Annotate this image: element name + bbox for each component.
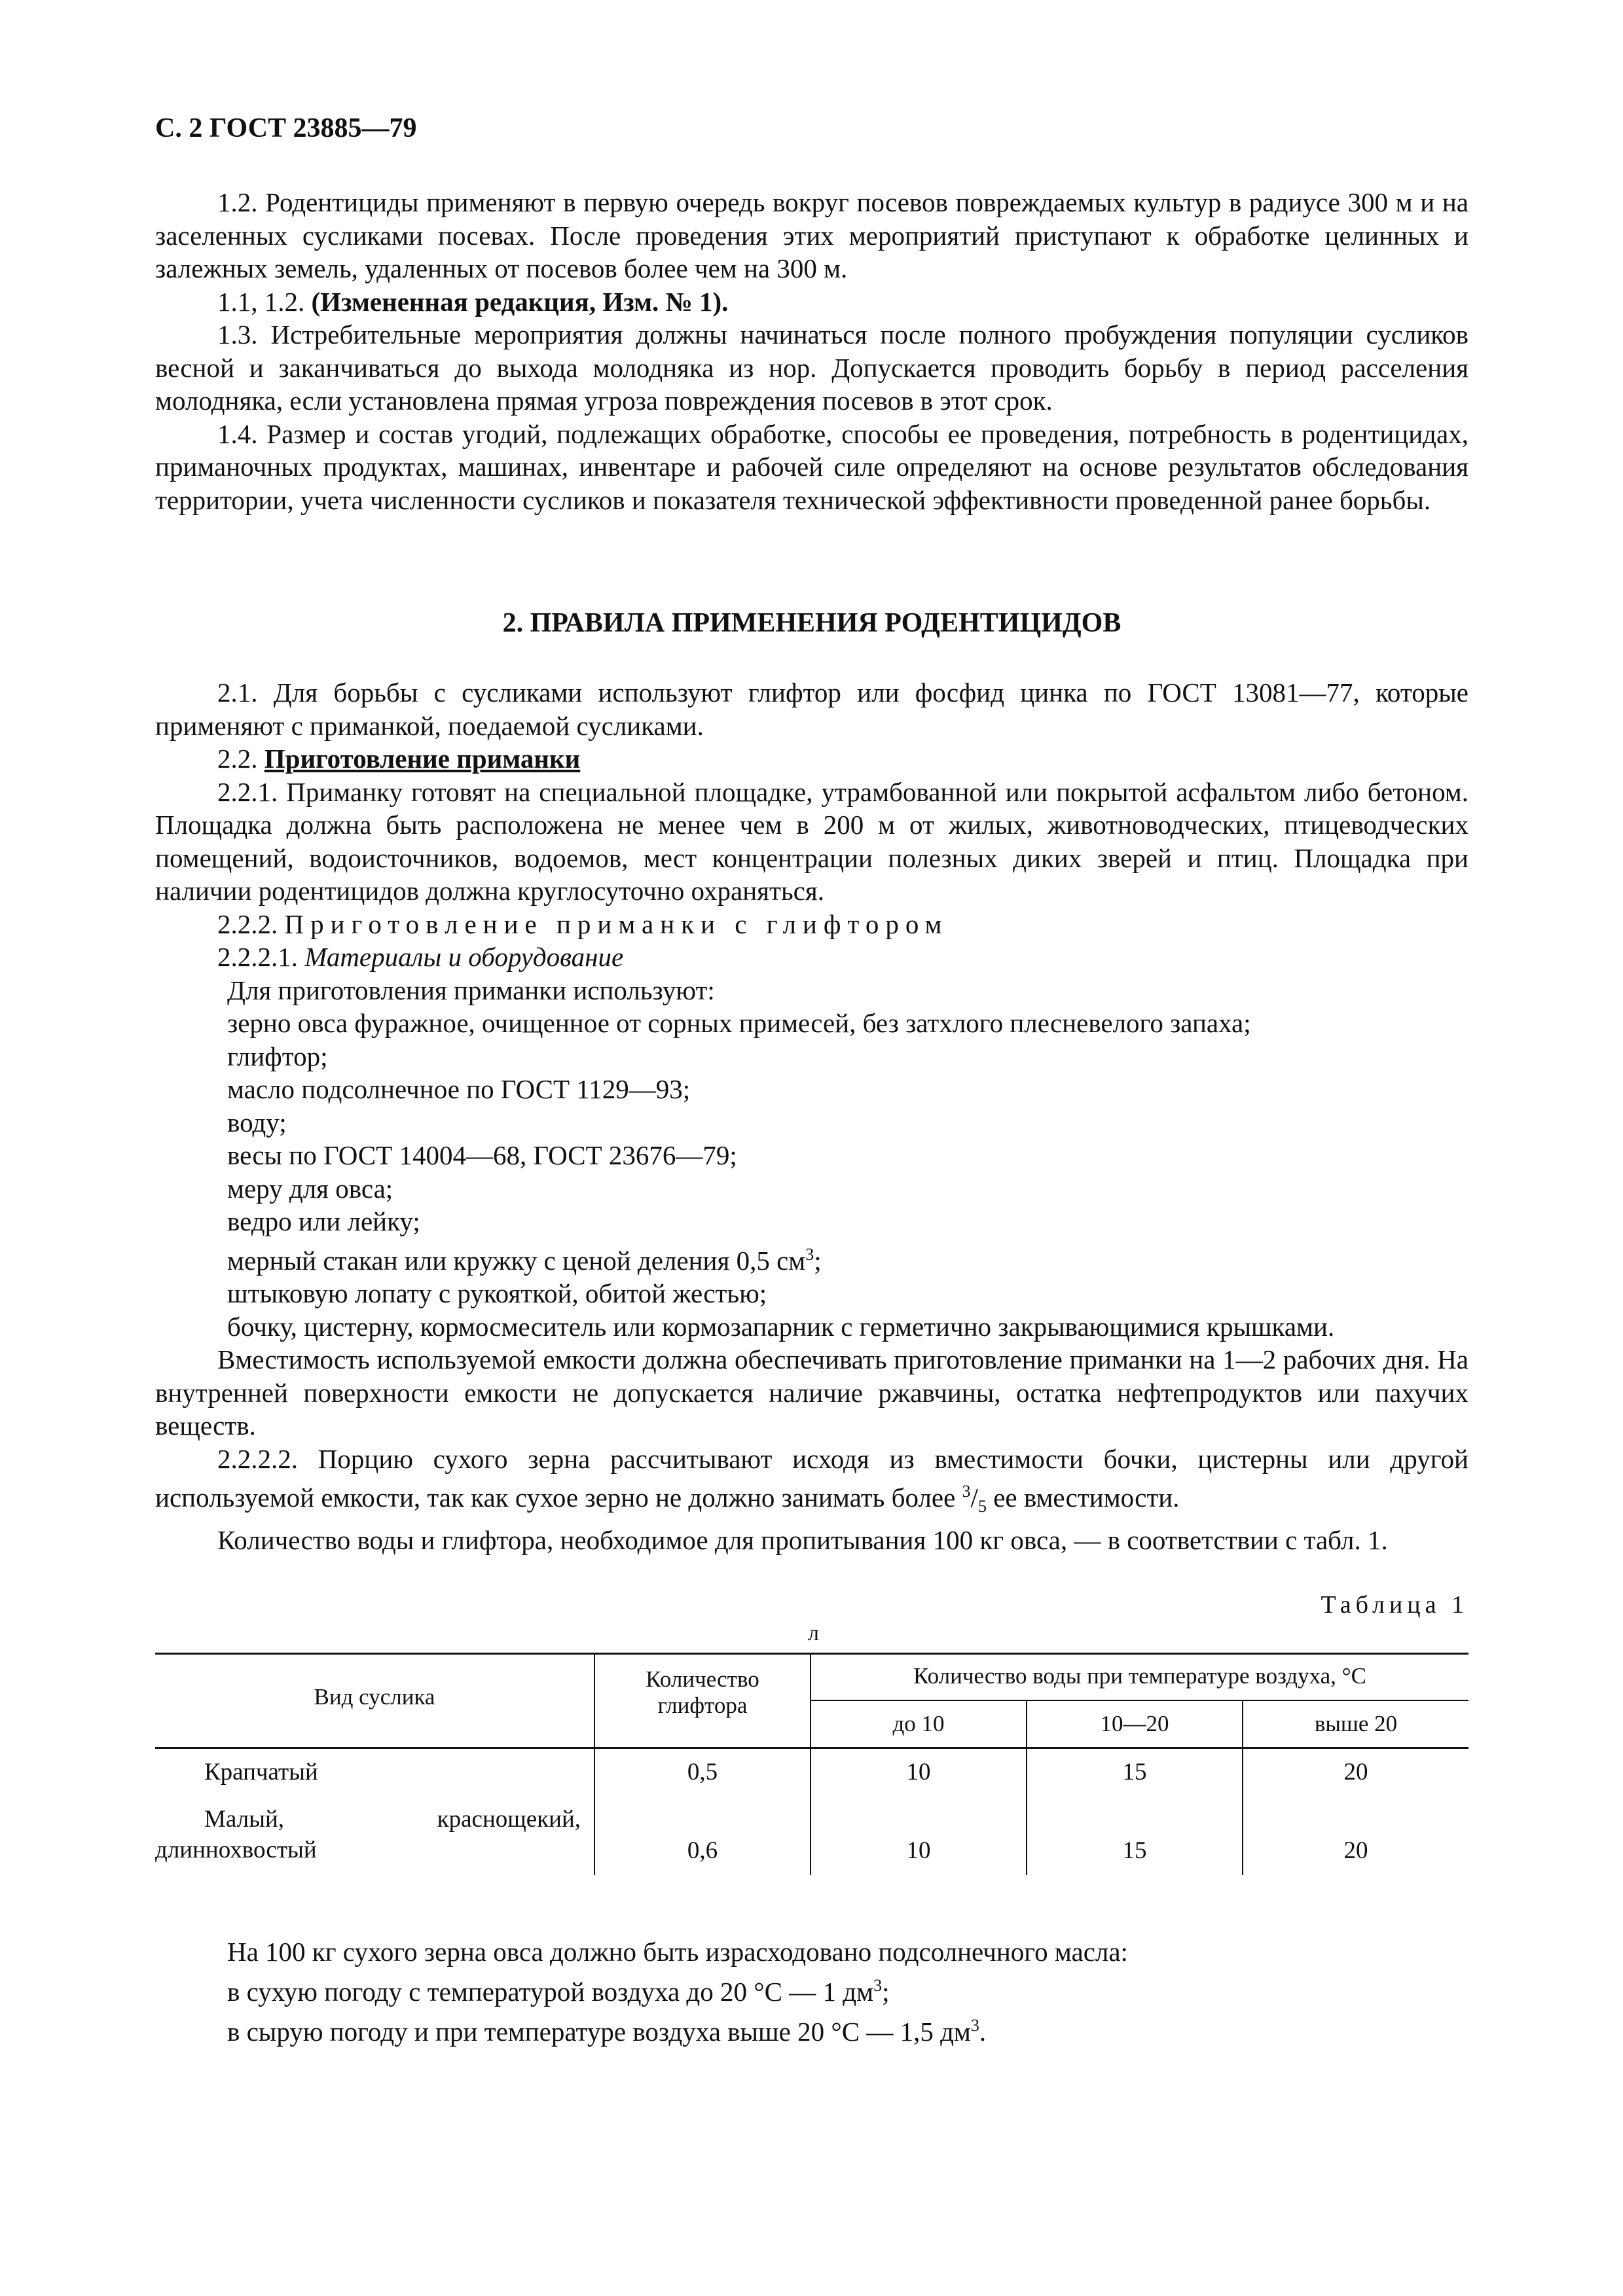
clause-2-2-2-title: Приготовление приманки с глифтором bbox=[284, 908, 949, 939]
clause-2-2-2-1-title: Материалы и оборудование bbox=[304, 942, 624, 972]
table-header-glyftor: Количество глифтора bbox=[646, 1666, 759, 1718]
page-header: С. 2 ГОСТ 23885—79 bbox=[155, 113, 417, 143]
table-top-rule bbox=[155, 1653, 1468, 1655]
clause-2-2-1: 2.2.1. Приманку готовят на специальной площадке, утрамбованной или покрытой асфальтом либо бетоном. Площадка должна быть расположена не менее чем в 200 м от жилых, животноводческих, птицеводческих помещений, водоисточников, водоемов, мест концентрации полезных диких зверей и птиц. Площадка при наличии родентицидов должна круглосуточно охраняться. bbox=[155, 776, 1468, 906]
material-item: воду; bbox=[227, 1107, 287, 1138]
clause-2-2-2-1-number: 2.2.2.1. bbox=[217, 942, 305, 972]
material-item: весы по ГОСТ 14004—68, ГОСТ 23676—79; bbox=[227, 1140, 737, 1170]
table-header-water: Количество воды при температуре воздуха, °С bbox=[913, 1663, 1366, 1689]
table-cell-glyftor: 0,5 bbox=[687, 1759, 718, 1785]
fraction-denominator: 5 bbox=[977, 1497, 987, 1516]
clause-2-2-2-2: 2.2.2.2. Порцию сухого зерна рассчитывают исходя из вместимости бочки, цистерны или другой используемой емкости, так как сухое зерно не должно занимать более $^3/_5$ ее вместимости. bbox=[155, 1443, 1468, 1516]
material-item: меру для овса; bbox=[227, 1173, 393, 1204]
material-item-barrel: бочку, цистерну, кормосмеситель или кормозапарник с герметично закрывающимися крышками. bbox=[227, 1311, 1335, 1342]
table-cell-temp-1: 10 bbox=[906, 1759, 931, 1785]
superscript: 3 bbox=[873, 1976, 883, 1995]
table-cell-temp-2: 15 bbox=[1122, 1837, 1147, 1864]
clause-1-1-amendment bbox=[155, 285, 1468, 319]
material-item: зерно овса фуражное, очищенное от сорных примесей, без затхлого плесневелого запаха; bbox=[227, 1008, 1251, 1038]
oil-consumption bbox=[227, 1935, 1128, 2049]
fraction-numerator: 3 bbox=[962, 1482, 971, 1501]
clause-1-3: 1.3. Истребительные мероприятия должны начинаться после полного пробуждения популяции сусликов весной и заканчиваться до выхода молодняка из нор. Допускается проводить борьбу в период расселения молодняка, если установлена прямая угроза повреждения посевов в этот срок. bbox=[155, 319, 1468, 416]
clause-2-2-2-1 bbox=[155, 941, 1468, 974]
clause-2-1: 2.1. Для борьбы с сусликами используют глифтор или фосфид цинка по ГОСТ 13081—77, которые применяют с приманкой, поедаемой сусликами. bbox=[155, 677, 1468, 741]
table-header-temp-2: 10—20 bbox=[1100, 1711, 1169, 1736]
table-header-bottom-rule bbox=[155, 1747, 1468, 1749]
material-item: штыковую лопату с рукояткой, обитой жестью; bbox=[227, 1278, 767, 1308]
superscript: 3 bbox=[970, 2016, 979, 2035]
table-header-temp-1: до 10 bbox=[892, 1711, 945, 1736]
clause-2-2-2-number: 2.2.2. bbox=[217, 908, 285, 939]
table-unit: л bbox=[808, 1621, 819, 1645]
table-header-species: Вид суслика bbox=[314, 1684, 435, 1710]
materials-intro: Для приготовления приманки используют: bbox=[227, 975, 715, 1005]
clause-2-2 bbox=[155, 742, 1468, 776]
table-header-mid-rule bbox=[810, 1700, 1468, 1701]
section-1-body bbox=[155, 186, 1468, 516]
table-cell-temp-3: 20 bbox=[1343, 1837, 1368, 1864]
clause-1-2: 1.2. Родентициды применяют в первую очередь вокруг посевов повреждаемых культур в радиусе 300 м и на заселенных сусликами посевах. После проведения этих мероприятий приступают к обработке целинных и залежных земель, удаленных от посевов более чем на 300 м. bbox=[155, 187, 1468, 283]
table-cell-glyftor: 0,6 bbox=[687, 1837, 718, 1864]
superscript: 3 bbox=[805, 1244, 814, 1264]
material-item: ведро или лейку; bbox=[227, 1206, 420, 1236]
section-2-body bbox=[155, 676, 1468, 1556]
amendment-note: (Измененная редакция, Изм. № 1). bbox=[311, 286, 729, 317]
capacity-paragraph: Вместимость используемой емкости должна обеспечивать приготовление приманки на 1—2 рабочих дня. На внутренней поверхности емкости не допускается наличие ржавчины, остатка нефтепродуктов или пахучих веществ. bbox=[155, 1344, 1468, 1441]
material-item: масло подсолнечное по ГОСТ 1129—93; bbox=[227, 1074, 691, 1104]
material-item-cup: мерный стакан или кружку с ценой деления 0,5 $см^3$; bbox=[227, 1244, 822, 1276]
clause-2-2-2 bbox=[155, 908, 1468, 941]
clause-2-2-title: Приготовление приманки bbox=[264, 744, 581, 774]
table-header-temp-3: выше 20 bbox=[1314, 1711, 1398, 1736]
table-cell-temp-1: 10 bbox=[906, 1837, 931, 1864]
table-cell-temp-2: 15 bbox=[1122, 1759, 1147, 1785]
table-cell-species: Малый, краснощекий, длиннохвостый bbox=[155, 1806, 581, 1863]
material-item: глифтор; bbox=[227, 1041, 328, 1071]
oil-intro: На 100 кг сухого зерна овса должно быть израсходовано подсолнечного масла: bbox=[227, 1937, 1128, 1967]
table-cell-temp-3: 20 bbox=[1343, 1759, 1368, 1785]
section-2-title: 2. ПРАВИЛА ПРИМЕНЕНИЯ РОДЕНТИЦИДОВ bbox=[502, 608, 1122, 638]
amendment-prefix: 1.1, 1.2. bbox=[217, 286, 312, 317]
table-label: Таблица 1 bbox=[1321, 1591, 1468, 1619]
oil-wet-weather: в сырую погоду и при температуре воздуха выше 20 °С — 1,5 $дм^3$. bbox=[227, 2016, 987, 2047]
clause-1-4: 1.4. Размер и состав угодий, подлежащих обработке, способы ее проведения, потребность в родентицидах, приманочных продуктах, машинах, инвентаре и рабочей силе определяют на основе результатов обследования территории, учета численности сусликов и показателя технической эффективности проведенной ранее борьбы. bbox=[155, 418, 1468, 515]
oil-dry-weather: в сухую погоду с температурой воздуха до 20 °С — 1 $дм^3$; bbox=[227, 1976, 890, 2007]
water-note: Количество воды и глифтора, необходимое для пропитывания 100 кг овса, — в соответствии с табл. 1. bbox=[217, 1524, 1388, 1555]
clause-2-2-number: 2.2. bbox=[217, 744, 264, 774]
table-cell-species: Крапчатый bbox=[204, 1759, 318, 1785]
